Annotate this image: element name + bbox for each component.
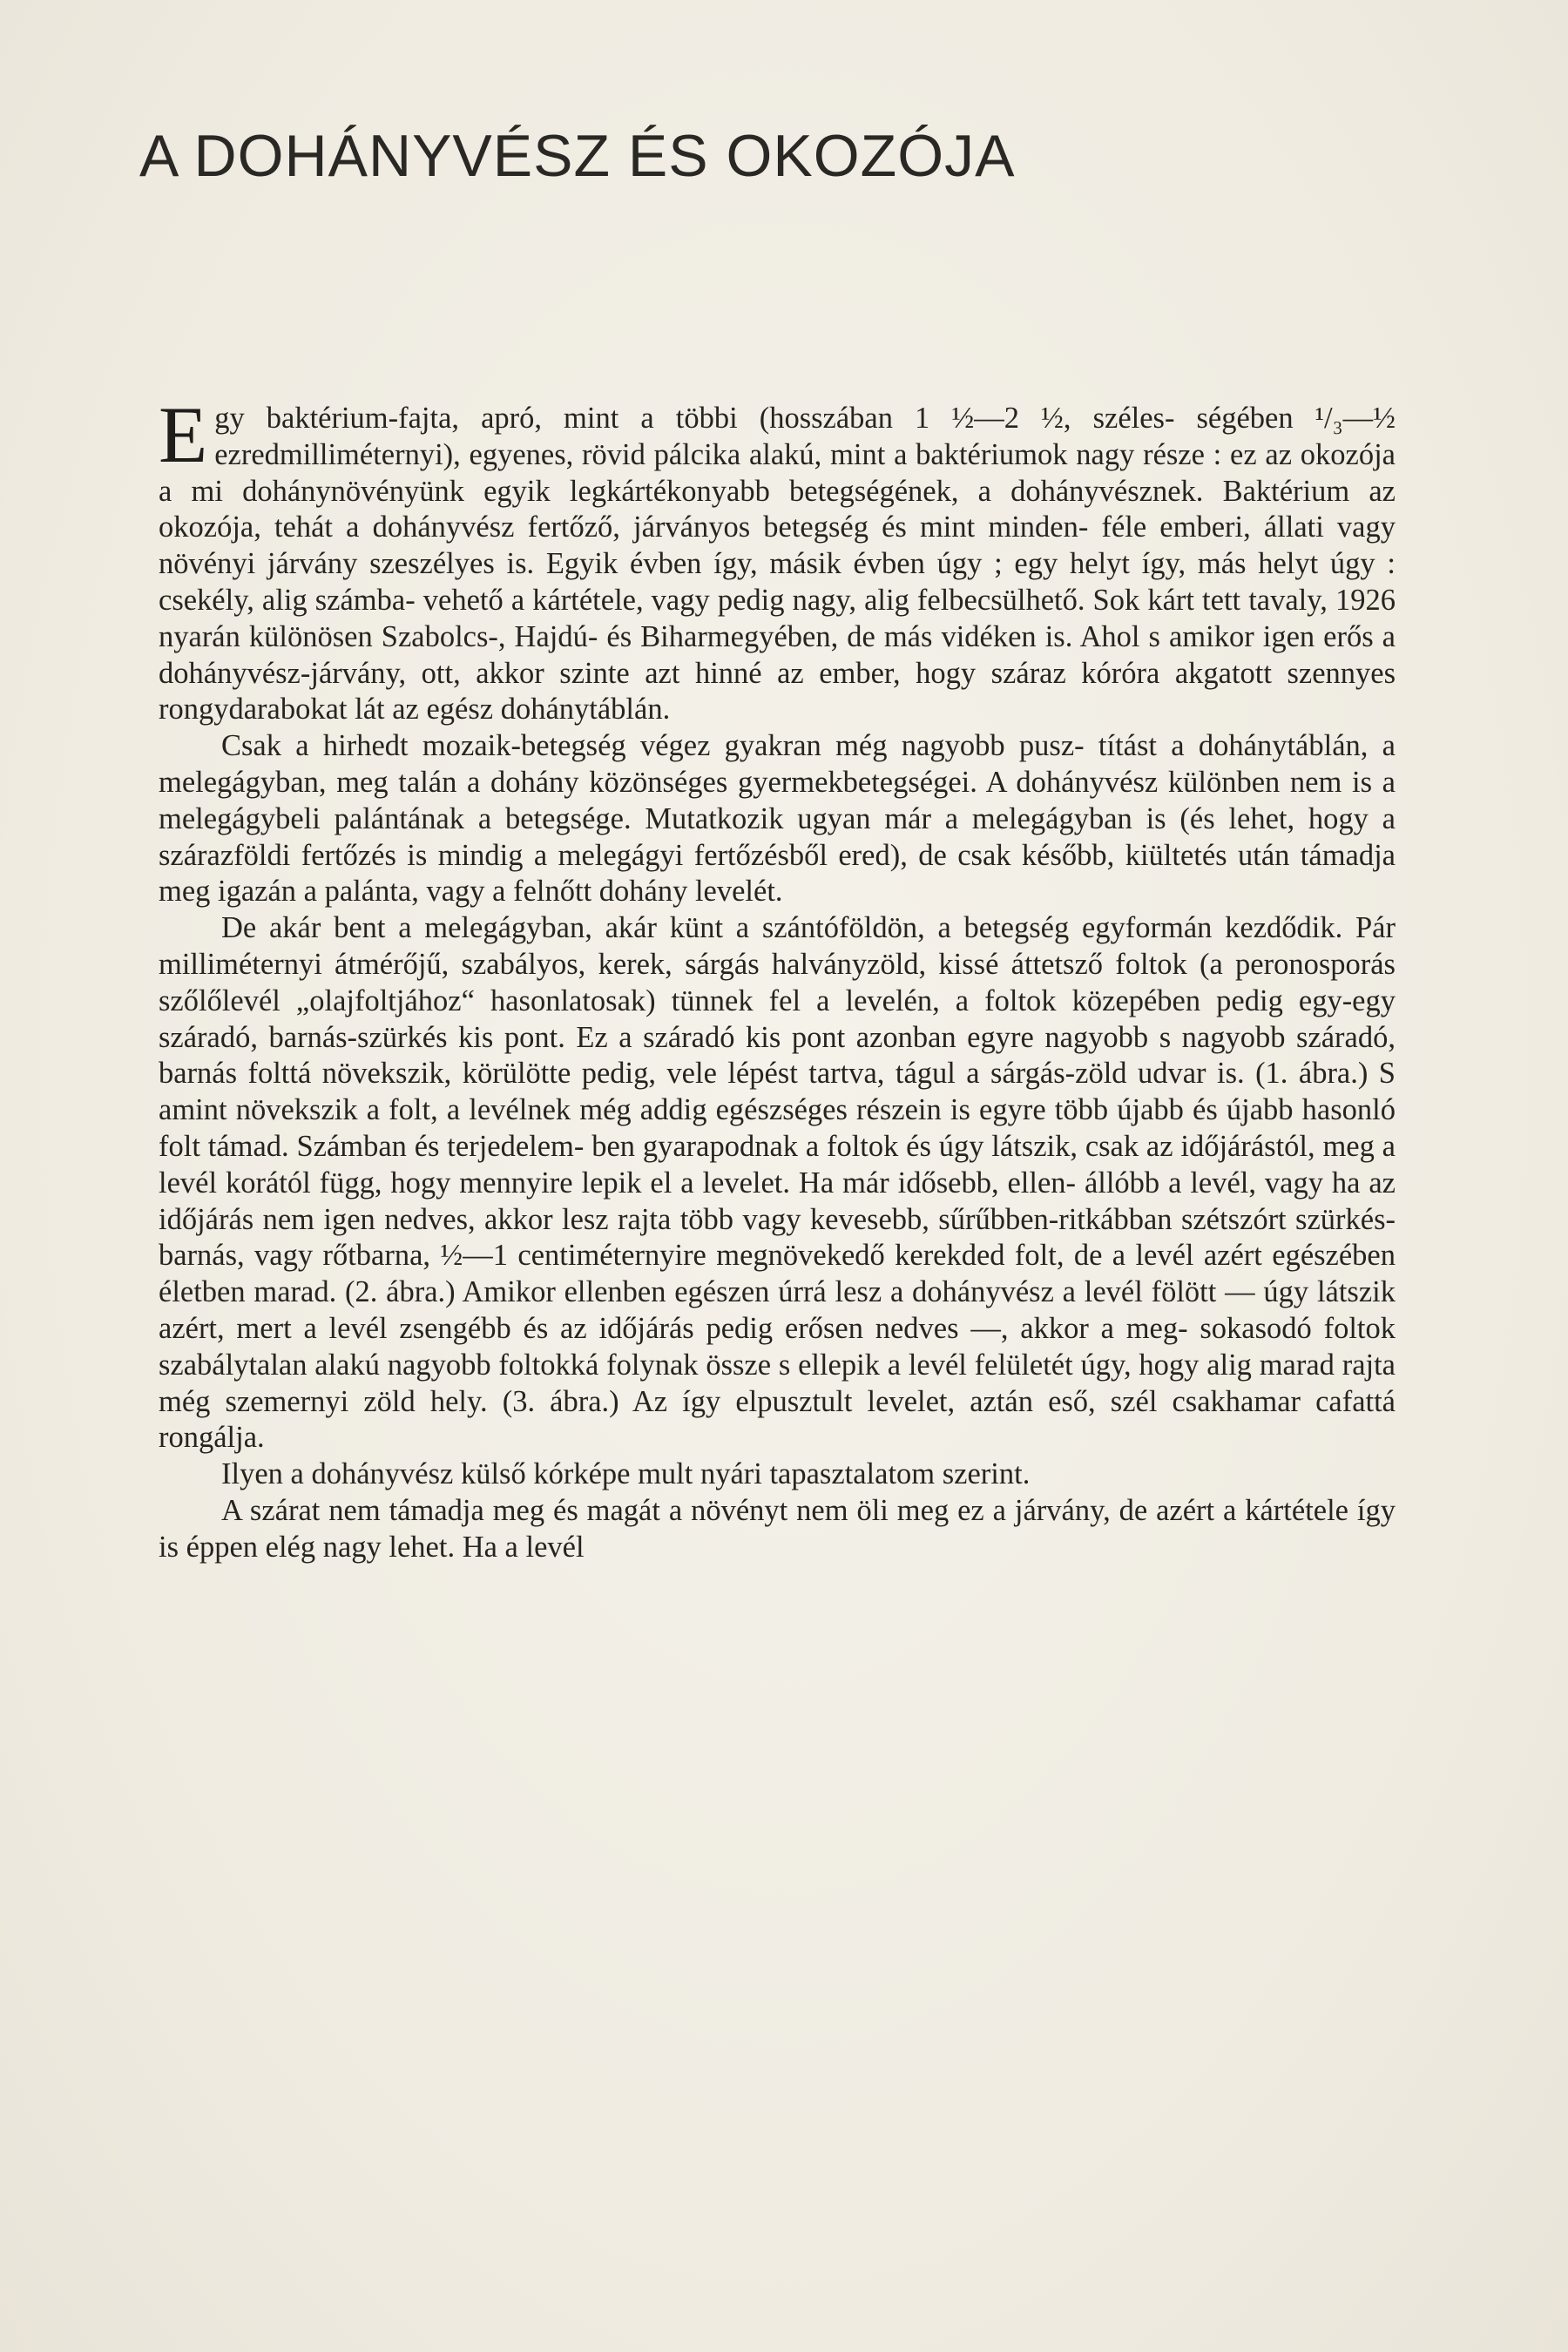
article-body: [159, 390, 1396, 1566]
paragraph-5: A szárat nem támadja meg és magát a növényt nem öli meg ez a járvány, de azért a kártétele így is éppen elég nagy lehet. Ha a levél: [159, 1493, 1396, 1564]
paragraph-3: De akár bent a melegágyban, akár künt a szántóföldön, a betegség egyformán kezdődik. Pár milliméternyi átmérőjű, szabályos, kerek, sárgás halványzöld, kissé áttetsző foltok (a peronosporás szőlőlevél „olajfoltjához“ hasonlatosak) tünnek fel a levelén, a foltok közepében pedig egy-egy száradó, barnás-szürkés kis pont. Ez a száradó kis pont azonban egyre nagyobb s nagyobb száradó, barnás folttá növekszik, körülötte pedig, vele lépést tartva, tágul a sárgás-zöld udvar is. (1. ábra.) S amint növekszik a folt, a levélnek még addig egészséges részein is egyre több újabb és újabb hasonló folt támad. Számban és terjedelem- ben gyarapodnak a foltok és úgy látszik, csak az időjárástól, meg a levél korától függ, hogy mennyire lepik el a levelet. Ha már idősebb, ellen- állóbb a levél, vagy ha az időjárás nem igen nedves, akkor lesz rajta több vagy kevesebb, sűrűbben-ritkábban szétszórt szürkés-barnás, vagy rőtbarna, ½—1 centiméternyire megnövekedő kerekded folt, de a levél azért egészében életben marad. (2. ábra.) Amikor ellenben egészen úrrá lesz a dohányvész a levél fölött — úgy látszik azért, mert a levél zsengébb és az időjárás pedig erősen nedves —, akkor a meg- sokasodó foltok szabálytalan alakú nagyobb foltokká folynak össze s ellepik a levél felületét úgy, hogy alig marad rajta még szemernyi zöld hely. (3. ábra.) Az így elpusztult levelet, aztán eső, szél csakhamar cafattá rongálja.: [159, 911, 1396, 1455]
drop-cap: E: [159, 390, 208, 479]
article-title: A DOHÁNYVÉSZ ÉS OKOZÓJA: [139, 123, 1016, 189]
paragraph-1: [159, 390, 1396, 728]
paragraph-2: Csak a hirhedt mozaik-betegség végez gyakran még nagyobb pusz- títást a dohánytáblán, a melegágyban, meg talán a dohány közönséges gyermekbetegségei. A dohányvész különben nem is a melegágybeli palántának a betegsége. Mutatkozik ugyan már a melegágyban is (és lehet, hogy a szárazföldi fertőzés is mindig a melegágyi fertőzésből ered), de csak később, kiültetés után támadja meg igazán a palánta, vagy a felnőtt dohány levelét.: [159, 729, 1396, 909]
paragraph-4: Ilyen a dohányvész külső kórképe mult nyári tapasztalatom szerint.: [221, 1457, 1031, 1491]
paragraph-1-text: gy baktérium-fajta, apró, mint a többi (hosszában 1 ½—2 ½, széles- ségében ¹/₃—½ ezredmilliméternyi), egyenes, rövid pálcika alakú, mint a baktériumok nagy része : ez az okozója a mi dohánynövényünk egyik legkártékonyabb betegségének, a dohányvésznek. Baktérium az okozója, tehát a dohányvész fertőző, járványos betegség és mint minden- féle emberi, állati vagy növényi járvány szeszélyes is. Egyik évben így, másik évben úgy ; egy helyt így, más helyt úgy : csekély, alig számba- vehető a kártétele, vagy pedig nagy, alig felbecsülhető. Sok kárt tett tavaly, 1926 nyarán különösen Szabolcs-, Hajdú- és Biharmegyében, de más vidéken is. Ahol s amikor igen erős a dohányvész-járvány, ott, akkor szinte azt hinné az ember, hogy száraz kóróra akgatott szennyes rongydarabokat lát az egész dohánytáblán.: [159, 402, 1396, 727]
